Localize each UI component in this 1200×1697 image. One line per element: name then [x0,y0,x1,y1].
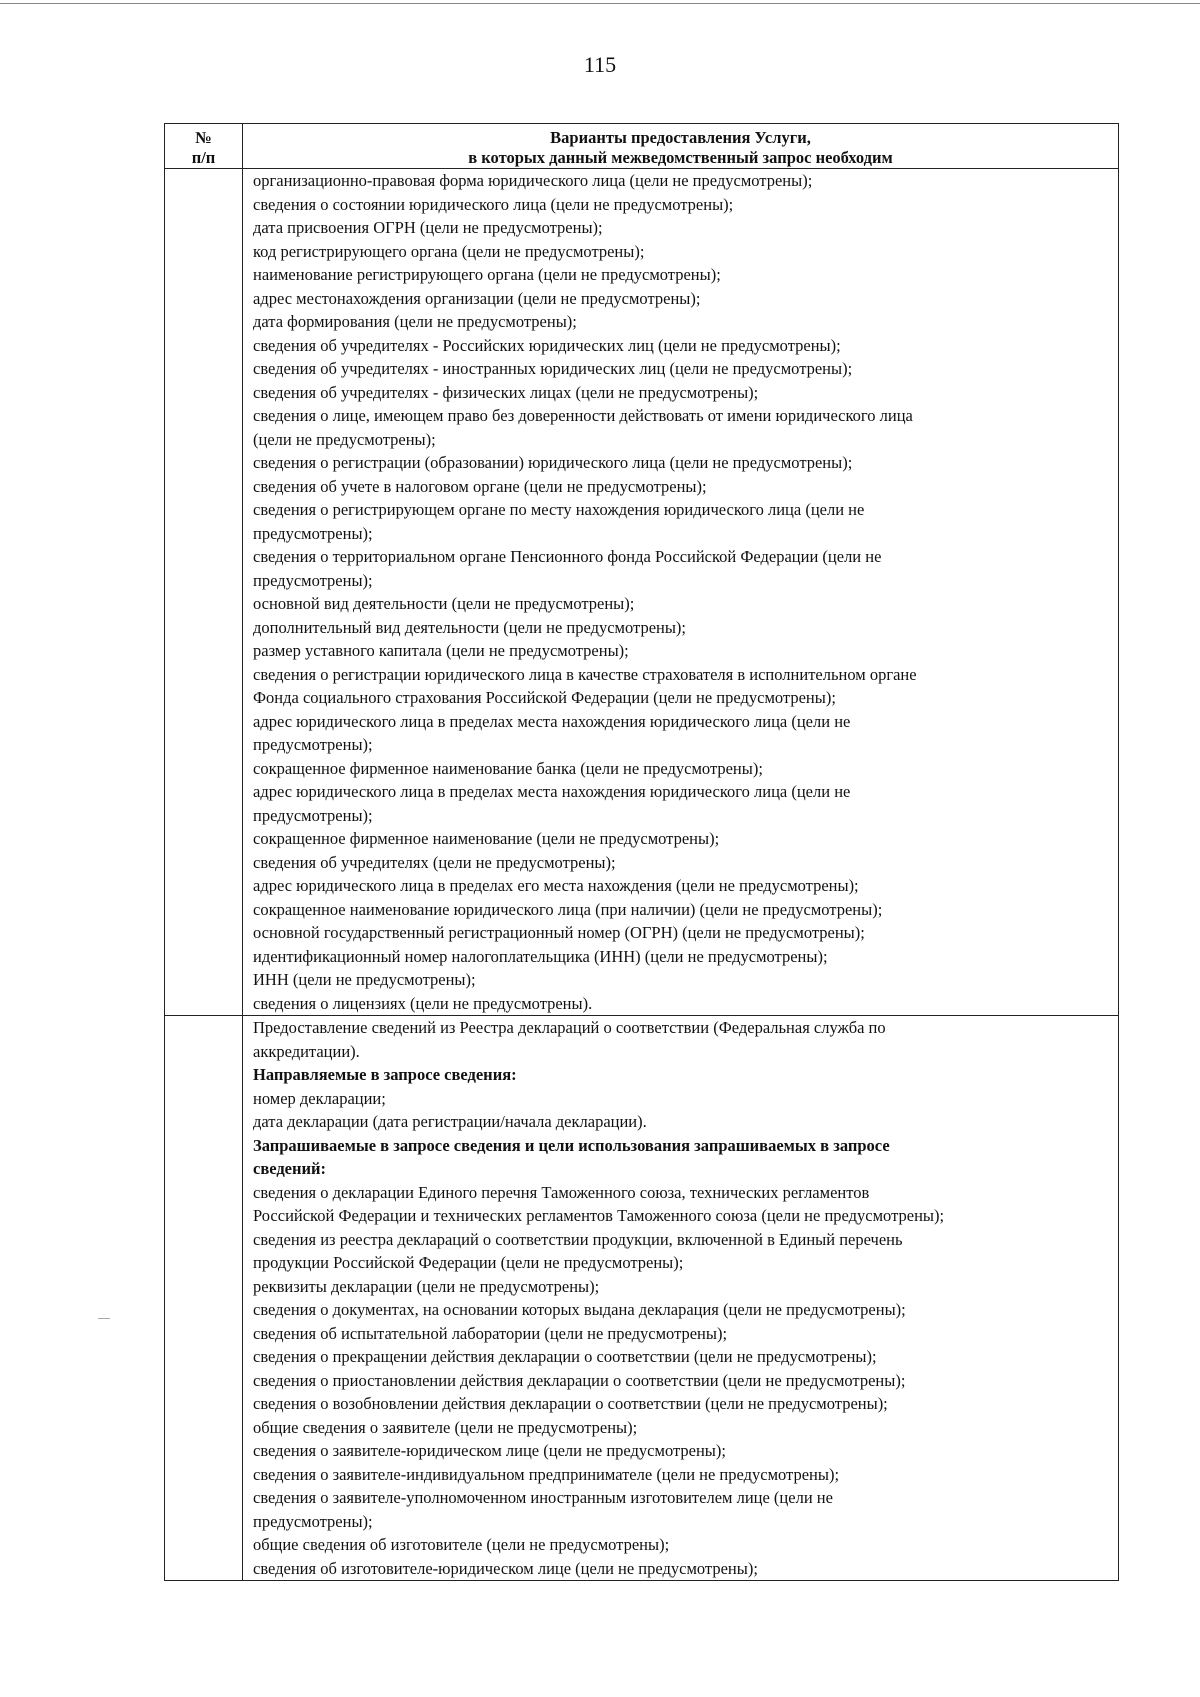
text-line: сведения об учредителях - Российских юридических лиц (цели не предусмотрены); [253,335,841,355]
text-line: основной вид деятельности (цели не предусмотрены); [253,594,635,613]
header-num-line1: № [195,128,212,147]
text-line: Российской Федерации и технических регламентов Таможенного союза (цели не предусмотрены); [253,1206,945,1225]
header-num-cell [165,124,243,169]
text-line: сведения о заявителе-уполномоченном иностранным изготовителем лице (цели не [253,1488,833,1507]
section-heading-line: Направляемые в запросе сведения: [253,1065,517,1084]
table-row [165,1016,1119,1581]
text-line: сокращенное фирменное наименование банка (цели не предусмотрены); [253,758,763,778]
text-line: сведения о документах, на основании которых выдана декларация (цели не предусмотрены); [253,1300,906,1319]
text-line: основной государственный регистрационный номер (ОГРН) (цели не предусмотрены); [253,923,865,942]
section-heading-line: Запрашиваемые в запросе сведения и цели использования запрашиваемых в запросе [253,1135,890,1155]
text-line: сведения об изготовителе-юридическом лице (цели не предусмотрены); [253,1558,758,1578]
text-line: сведения о регистрации юридического лица в качестве страхователя в исполнительном органе [253,664,917,684]
table-row [165,169,1119,1016]
text-line: адрес юридического лица в пределах места нахождения юридического лица (цели не [253,782,851,801]
text-line: предусмотрены); [253,523,373,543]
row-num-cell [165,1016,243,1581]
text-line: сведения об учредителях - физических лицах (цели не предусмотрены); [253,382,759,402]
text-line: предусмотрены); [253,805,373,825]
services-table [164,123,1119,1581]
text-line: предусмотрены); [253,735,373,754]
text-line: номер декларации; [253,1088,386,1108]
text-line: сведения о лицензиях (цели не предусмотрены). [253,993,593,1013]
text-line: сокращенное наименование юридического лица (при наличии) (цели не предусмотрены); [253,899,883,919]
text-line: наименование регистрирующего органа (цели не предусмотрены); [253,265,721,284]
text-line: сведения о приостановлении действия декларации о соответствии (цели не предусмотрены); [253,1370,906,1390]
text-line: дата формирования (цели не предусмотрены); [253,312,577,331]
text-line: сведения о заявителе-юридическом лице (цели не предусмотрены); [253,1441,726,1460]
text-line: предусмотрены); [253,1511,373,1531]
text-line: (цели не предусмотрены); [253,429,436,449]
text-line: ИНН (цели не предусмотрены); [253,970,476,989]
text-line: код регистрирующего органа (цели не предусмотрены); [253,241,645,261]
row-variants-cell [243,169,1119,1016]
header-variants-line2: в которых данный межведомственный запрос необходим [468,148,893,167]
text-line: сокращенное фирменное наименование (цели не предусмотрены); [253,829,720,848]
text-line: Предоставление сведений из Реестра деклараций о соответствии (Федеральная служба по [253,1018,886,1037]
text-line: организационно-правовая форма юридического лица (цели не предусмотрены); [253,171,813,190]
text-line: сведения о состоянии юридического лица (цели не предусмотрены); [253,194,734,214]
table-header-row [165,124,1119,169]
header-num-line2: п/п [191,148,216,167]
text-line: Фонда социального страхования Российской Федерации (цели не предусмотрены); [253,688,836,707]
text-line: реквизиты декларации (цели не предусмотрены); [253,1276,600,1296]
text-line: сведения о возобновлении действия декларации о соответствии (цели не предусмотрены); [253,1394,888,1413]
text-line: адрес юридического лица в пределах места нахождения юридического лица (цели не [253,711,851,731]
text-line: сведения о регистрации (образовании) юридического лица (цели не предусмотрены); [253,453,853,472]
text-line: сведения об учредителях (цели не предусмотрены); [253,852,616,872]
row-variants-cell [243,1016,1119,1581]
header-variants-cell [243,124,1119,169]
text-line: аккредитации). [253,1041,360,1061]
text-line: сведения о декларации Единого перечня Таможенного союза, технических регламентов [253,1182,870,1202]
text-line: общие сведения о заявителе (цели не предусмотрены); [253,1417,638,1437]
text-line: продукции Российской Федерации (цели не предусмотрены); [253,1253,684,1272]
text-line: идентификационный номер налогоплательщика (ИНН) (цели не предусмотрены); [253,946,828,966]
text-line: размер уставного капитала (цели не предусмотрены); [253,641,629,660]
text-line: сведения о регистрирующем органе по месту нахождения юридического лица (цели не [253,500,865,519]
text-line: сведения о лице, имеющем право без доверенности действовать от имени юридического лица [253,406,913,425]
text-line: предусмотрены); [253,570,373,590]
text-line: сведения о прекращении действия декларации о соответствии (цели не предусмотрены); [253,1347,877,1366]
page-number: 115 [583,52,617,77]
text-line: сведения из реестра деклараций о соответствии продукции, включенной в Единый перечень [253,1229,903,1249]
text-line: дата присвоения ОГРН (цели не предусмотрены); [253,218,603,237]
section-heading-line: сведений: [253,1159,327,1178]
table-body [165,169,1119,1581]
scan-top-edge-line [0,3,1200,4]
scan-margin-mark [98,1318,110,1319]
header-variants-line1: Варианты предоставления Услуги, [550,128,811,147]
text-line: адрес юридического лица в пределах его места нахождения (цели не предусмотрены); [253,876,859,895]
text-line: сведения об учете в налоговом органе (цели не предусмотрены); [253,476,707,496]
text-line: сведения об испытательной лаборатории (цели не предусмотрены); [253,1323,728,1343]
text-line: дата декларации (дата регистрации/начала декларации). [253,1112,647,1131]
text-line: общие сведения об изготовителе (цели не предусмотрены); [253,1535,670,1554]
text-line: сведения о заявителе-индивидуальном предпринимателе (цели не предусмотрены); [253,1464,840,1484]
text-line: сведения об учредителях - иностранных юридических лиц (цели не предусмотрены); [253,359,853,378]
text-line: адрес местонахождения организации (цели не предусмотрены); [253,288,701,308]
text-line: дополнительный вид деятельности (цели не предусмотрены); [253,617,687,637]
row-num-cell [165,169,243,1016]
text-line: сведения о территориальном органе Пенсионного фонда Российской Федерации (цели не [253,547,882,566]
